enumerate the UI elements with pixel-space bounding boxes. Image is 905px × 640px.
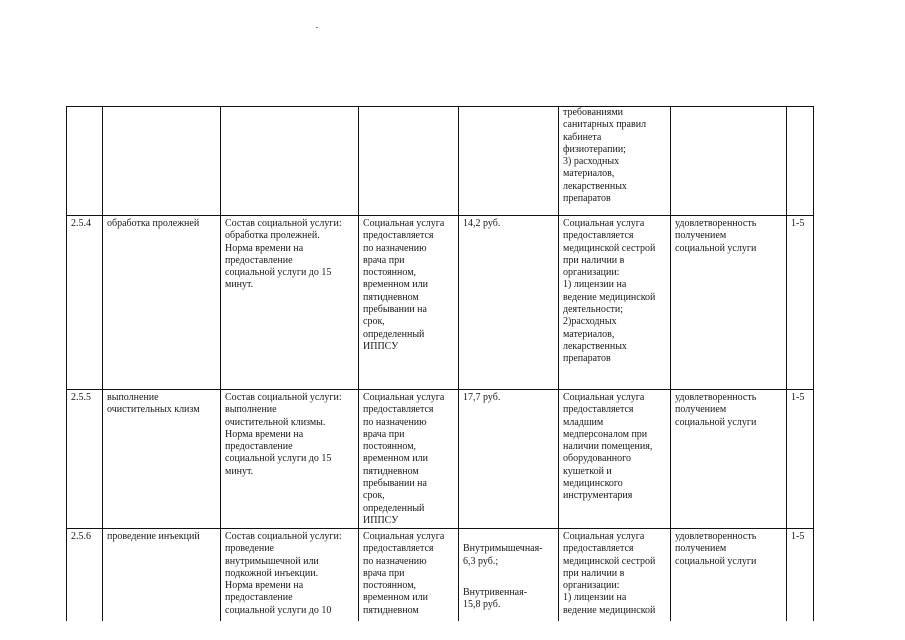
cell-conditions: Социальная услуга предоставляется по назначению врача при постоянном, временном или пятидневном пребывании на срок, определенный ИППСУ — [359, 216, 459, 390]
cell-service-name: обработка пролежней — [103, 216, 221, 390]
cell-score: 1-5 — [787, 216, 814, 390]
table-row — [67, 390, 814, 529]
table-row-continuation — [67, 107, 814, 216]
cell-service-name: проведение инъекций — [103, 529, 221, 622]
cell-quality-indicator — [671, 107, 787, 216]
cell-quality-indicator: удовлетворенность получением социальной услуги — [671, 390, 787, 529]
cell-score: 1-5 — [787, 390, 814, 529]
services-table — [66, 106, 814, 621]
cell-quality-indicator: удовлетворенность получением социальной услуги — [671, 529, 787, 622]
cell-provider-requirements: Социальная услуга предоставляется медицинской сестрой при наличии в организации: 1) лицензии на ведение медицинской деятельности; 2)расходных материалов, лекарственных препаратов — [559, 216, 671, 390]
cell-conditions: Социальная услуга предоставляется по назначению врача при постоянном, временном или пятидневном пребывании на срок, определенный ИППСУ — [359, 390, 459, 529]
cell-provider-requirements: требованиями санитарных правил кабинета физиотерапии; 3) расходных материалов, лекарственных препаратов — [559, 107, 671, 216]
cell-score: 1-5 — [787, 529, 814, 622]
table-row — [67, 216, 814, 390]
cell-number — [67, 107, 103, 216]
cell-conditions: Социальная услуга предоставляется по назначению врача при постоянном, временном или пятидневном — [359, 529, 459, 622]
cell-tariff: 14,2 руб. — [459, 216, 559, 390]
cell-provider-requirements: Социальная услуга предоставляется медицинской сестрой при наличии в организации: 1) лицензии на ведение медицинской — [559, 529, 671, 622]
cell-service-content: Состав социальной услуги: выполнение очистительной клизмы. Норма времени на предоставление социальной услуги до 15 минут. — [221, 390, 359, 529]
cell-tariff — [459, 107, 559, 216]
cell-number: 2.5.6 — [67, 529, 103, 622]
cell-conditions — [359, 107, 459, 216]
cell-service-content — [221, 107, 359, 216]
cell-service-name — [103, 107, 221, 216]
cell-tariff — [459, 529, 559, 622]
tariff-intramuscular: Внутримышечная- 6,3 руб.; — [463, 543, 543, 567]
cell-quality-indicator: удовлетворенность получением социальной услуги — [671, 216, 787, 390]
cell-number: 2.5.5 — [67, 390, 103, 529]
table-row — [67, 529, 814, 622]
cell-service-content: Состав социальной услуги: обработка пролежней. Норма времени на предоставление социальной услуги до 15 минут. — [221, 216, 359, 390]
cell-tariff: 17,7 руб. — [459, 390, 559, 529]
scan-speck — [316, 27, 318, 28]
cell-number: 2.5.4 — [67, 216, 103, 390]
cell-service-name: выполнение очистительных клизм — [103, 390, 221, 529]
cell-score — [787, 107, 814, 216]
cell-service-content: Состав социальной услуги: проведение внутримышечной или подкожной инъекции. Норма времени на предоставление социальной услуги до 10 — [221, 529, 359, 622]
tariff-intravenous: Внутривенная- 15,8 руб. — [463, 587, 528, 611]
cell-provider-requirements: Социальная услуга предоставляется младшим медперсоналом при наличии помещения, оборудованного кушеткой и медицинского инструментария — [559, 390, 671, 529]
